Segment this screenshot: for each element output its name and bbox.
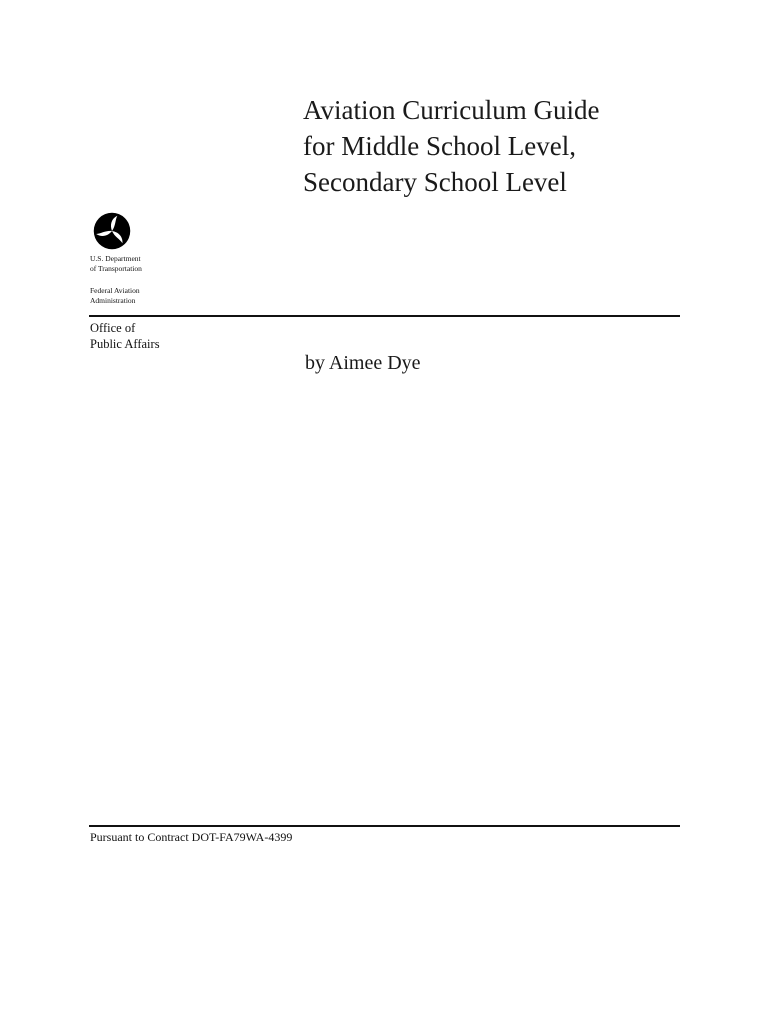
- title-line-1: Aviation Curriculum Guide: [303, 95, 600, 125]
- contract-note: Pursuant to Contract DOT-FA79WA-4399: [90, 830, 293, 844]
- bottom-divider: [89, 825, 680, 827]
- dot-logo-icon: [93, 212, 131, 250]
- top-divider: [89, 315, 680, 317]
- faa-line-1: Federal Aviation: [90, 286, 140, 295]
- faa-line-2: Administration: [90, 296, 136, 305]
- dept-line-2: of Transportation: [90, 264, 142, 273]
- office-name: [90, 320, 160, 352]
- dept-name: [90, 254, 142, 274]
- document-title: [303, 92, 723, 200]
- faa-name: [90, 286, 140, 306]
- office-line-1: Office of: [90, 321, 136, 335]
- office-line-2: Public Affairs: [90, 337, 160, 351]
- title-line-2: for Middle School Level,: [303, 131, 576, 161]
- dept-line-1: U.S. Department: [90, 254, 141, 263]
- title-line-3: Secondary School Level: [303, 167, 567, 197]
- author-line: by Aimee Dye: [305, 352, 421, 374]
